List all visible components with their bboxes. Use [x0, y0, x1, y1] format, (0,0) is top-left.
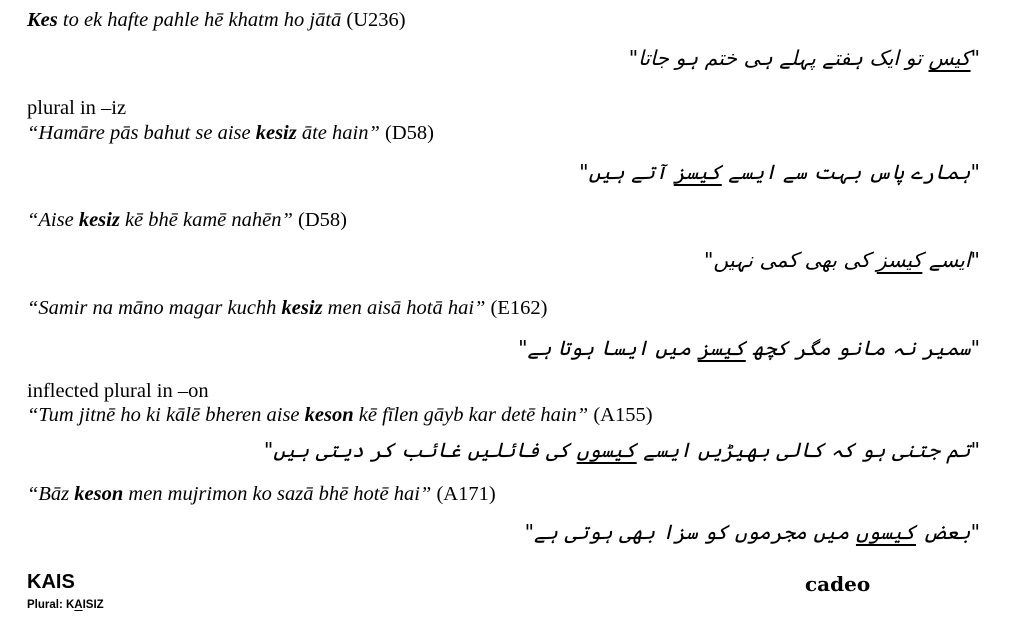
entry-2-urdu-keyword: کیسز: [673, 160, 722, 184]
entry-5-urdu-pre: "تم جتنی ہو کہ کالی بھیڑیں ایسے: [636, 438, 980, 462]
headword-kais: KAIS: [27, 571, 75, 593]
entry-3-reference: (D58): [292, 209, 347, 231]
entry-2-transliteration: [27, 123, 434, 144]
entry-5-reference: (A155): [588, 404, 653, 426]
entry-5-text-pre: “Tum jitnē ho ki kālē bheren aise: [27, 404, 305, 426]
entry-4-urdu: [518, 338, 980, 359]
entry-4-text-post: men aisā hotā hai”: [322, 297, 486, 319]
entry-4-urdu-pre: "سمیر نہ مانو مگر کچھ: [745, 336, 980, 360]
entry-6-transliteration: [27, 484, 496, 505]
entry-3-text-pre: “Aise: [27, 209, 79, 231]
entry-4-urdu-keyword: کیسز: [697, 336, 746, 360]
entry-1-transliteration: [27, 10, 406, 31]
plural-k: K: [65, 599, 75, 611]
entry-3-urdu-pre: "ایسے: [922, 248, 980, 272]
entry-6-urdu-pre: "بعض: [916, 520, 980, 544]
entry-5-text-post: kē fīlen gāyb kar detē hain”: [353, 404, 589, 426]
heading-plural-iz: plural in –iz: [27, 97, 127, 119]
entry-4-keyword: kesiz: [281, 297, 323, 319]
entry-2-reference: (D58): [379, 122, 434, 144]
entry-2-urdu-pre: "ہمارے پاس بہت سے ایسے: [721, 160, 980, 184]
entry-6-text-pre: “Bāz: [27, 483, 75, 505]
entry-4-text-pre: “Samir na māno magar kuchh: [27, 297, 282, 319]
entry-1-urdu-pre: ": [970, 46, 980, 70]
entry-2-text-pre: “Hamāre pās bahut se aise: [27, 122, 256, 144]
entry-6-text-post: men mujrimon ko sazā bhē hotē hai”: [123, 483, 432, 505]
entry-3-transliteration: [27, 210, 347, 231]
entry-3-urdu: [704, 250, 980, 271]
entry-5-urdu: [264, 440, 980, 461]
plural-rest: ISIZ: [82, 599, 104, 611]
entry-3-text-post: kē bhē kamē nahēn”: [119, 209, 293, 231]
entry-4-reference: (E162): [485, 297, 548, 319]
entry-6-keyword: keson: [74, 483, 124, 505]
entry-5-urdu-keyword: کیسوں: [576, 438, 637, 462]
entry-1-urdu: [629, 48, 980, 69]
entry-5-urdu-post: کی فائلیں غائب کر دیتی ہیں": [263, 438, 577, 462]
plural-label: [27, 600, 104, 612]
plural-label-prefix: Plural:: [27, 599, 66, 611]
entry-2-urdu-post: آتے ہیں": [579, 160, 674, 184]
entry-1-urdu-post: تو ایک ہفتے پہلے ہی ختم ہو جاتا": [628, 46, 929, 70]
entry-4-transliteration: [27, 298, 547, 319]
entry-3-urdu-post: کی بھی کمی نہیں": [704, 248, 877, 272]
plural-a-underlined: A: [74, 599, 83, 611]
cadeo-logo: cadeo: [805, 572, 871, 596]
entry-6-urdu-post: میں مجرموں کو سزا بھی ہوتی ہے": [524, 520, 856, 544]
entry-6-urdu-keyword: کیسوں: [855, 520, 916, 544]
entry-3-urdu-keyword: کیسز: [876, 248, 923, 272]
entry-2-keyword: kesiz: [255, 122, 297, 144]
entry-2-text-post: āte hain”: [296, 122, 380, 144]
entry-2-urdu: [579, 162, 980, 183]
entry-1-keyword: Kes: [27, 9, 58, 31]
entry-6-urdu: [525, 522, 980, 543]
entry-1-reference: (U236): [341, 9, 406, 31]
entry-6-reference: (A171): [431, 483, 496, 505]
entry-4-urdu-post: میں ایسا ہوتا ہے": [518, 336, 698, 360]
heading-inflected-plural-on: inflected plural in –on: [27, 380, 209, 402]
entry-1-urdu-keyword: کیس: [928, 46, 971, 70]
entry-5-keyword: keson: [304, 404, 354, 426]
entry-3-keyword: kesiz: [78, 209, 120, 231]
entry-5-transliteration: [27, 405, 653, 426]
entry-1-text: to ek hafte pahle hē khatm ho jātā: [57, 9, 342, 31]
